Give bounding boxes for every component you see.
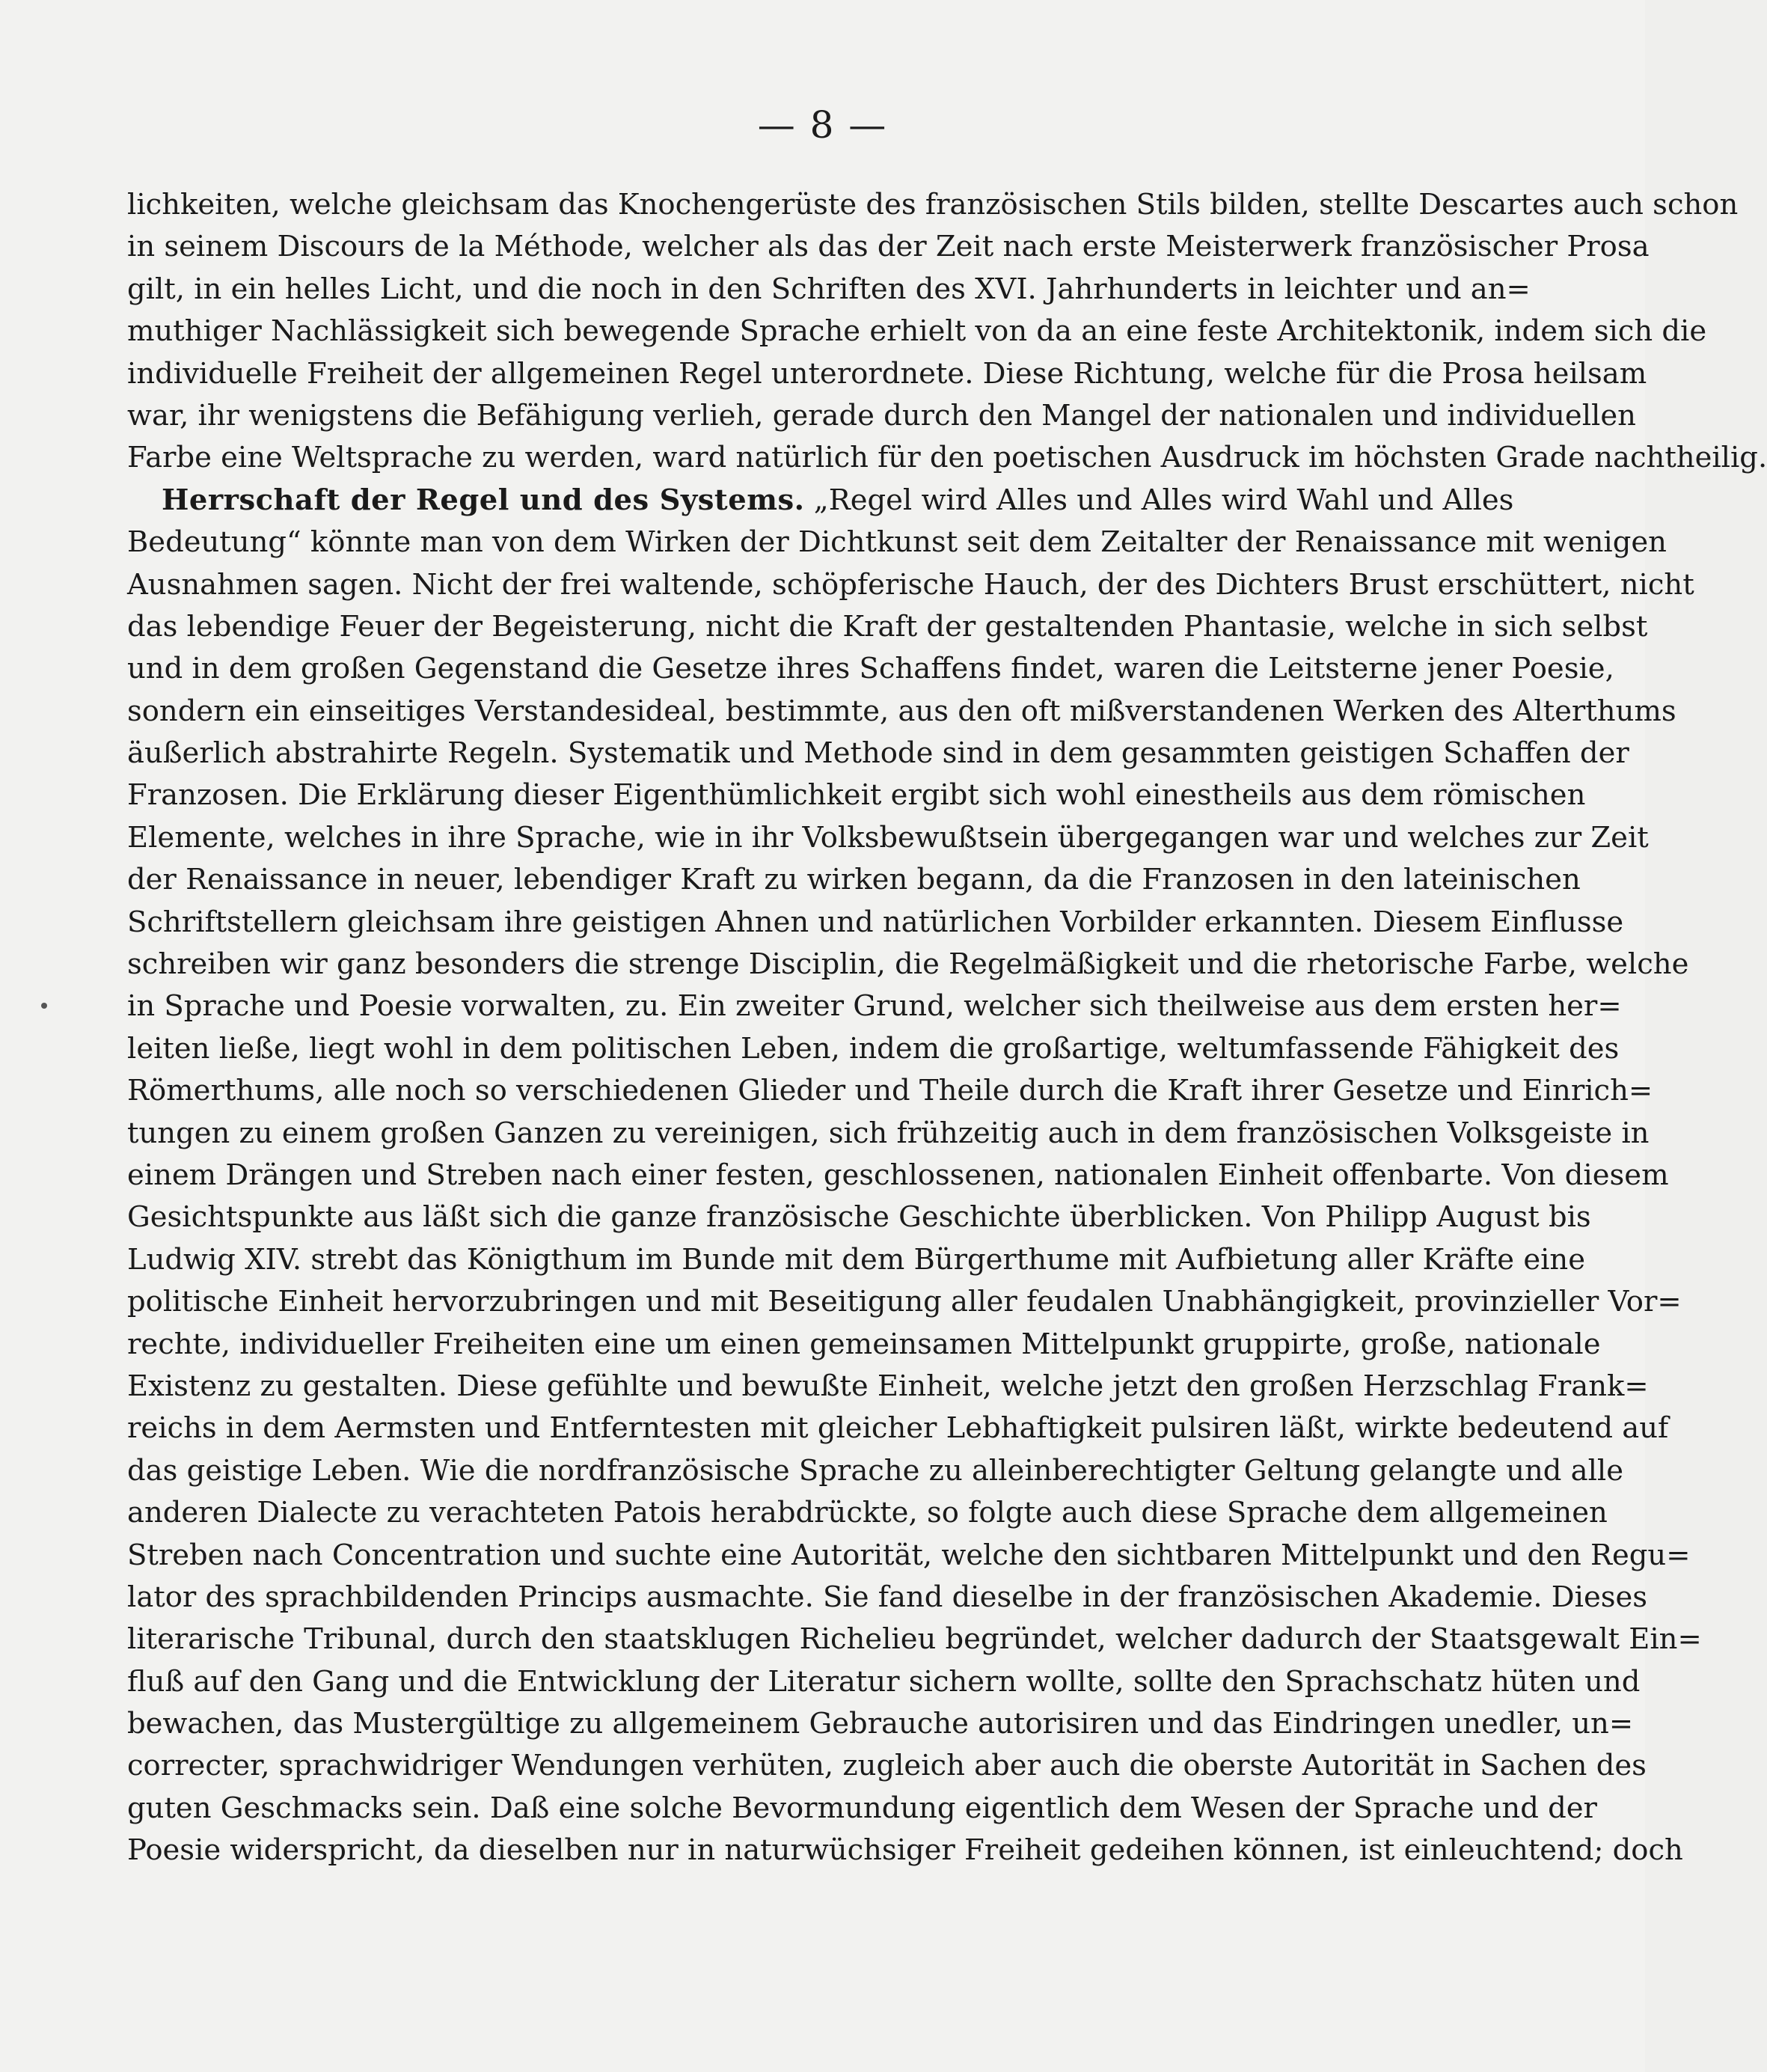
text-line: Römerthums, alle noch so verschiedenen Glieder und Theile durch die Kraft ihrer Gesetze und Einrich= bbox=[127, 1074, 1653, 1108]
text-line: correcter, sprachwidriger Wendungen verhüten, zugleich aber auch die oberste Autorität in Sachen des bbox=[127, 1749, 1647, 1783]
text-line: in Sprache und Poesie vorwalten, zu. Ein zweiter Grund, welcher sich theilweise aus dem ersten her= bbox=[127, 989, 1622, 1024]
text-line: politische Einheit hervorzubringen und mit Beseitigung aller feudalen Unabhängigkeit, provinzieller Vor= bbox=[127, 1285, 1682, 1319]
text-line: Gesichtspunkte aus läßt sich die ganze französische Geschichte überblicken. Von Philipp August bis bbox=[127, 1200, 1591, 1235]
text-line: äußerlich abstrahirte Regeln. Systematik und Methode sind in dem gesammten geistigen Schaffen der bbox=[127, 736, 1629, 771]
text-line: lator des sprachbildenden Princips ausmachte. Sie fand dieselbe in der französischen Akademie. Dieses bbox=[127, 1580, 1648, 1614]
text-line: tungen zu einem großen Ganzen zu vereinigen, sich frühzeitig auch in dem französischen Volksgeiste in bbox=[127, 1116, 1650, 1150]
section-heading: Herrschaft der Regel und des Systems. bbox=[162, 483, 805, 517]
text-line: schreiben wir ganz besonders die strenge Disciplin, die Regelmäßigkeit und die rhetorische Farbe, welche bbox=[127, 947, 1689, 982]
ink-speck bbox=[41, 1003, 47, 1009]
text-line: muthiger Nachlässigkeit sich bewegende Sprache erhielt von da an eine feste Architektonik, indem sich die bbox=[127, 314, 1707, 349]
text-line: rechte, individueller Freiheiten eine um einen gemeinsamen Mittelpunkt gruppirte, große, nationale bbox=[127, 1327, 1601, 1361]
page-number: — 8 — bbox=[757, 103, 888, 147]
text-line: Bedeutung“ könnte man von dem Wirken der Dichtkunst seit dem Zeitalter der Renaissance mit wenigen bbox=[127, 525, 1667, 560]
text-line: Poesie widerspricht, da dieselben nur in naturwüchsiger Freiheit gedeihen können, ist einleuchtend; doch bbox=[127, 1833, 1683, 1868]
text-line: war, ihr wenigstens die Befähigung verlieh, gerade durch den Mangel der nationalen und individuellen bbox=[127, 398, 1636, 433]
section-heading-continuation: „Regel wird Alles und Alles wird Wahl und Alles bbox=[804, 483, 1514, 517]
text-line: Ausnahmen sagen. Nicht der frei waltende, schöpferische Hauch, der des Dichters Brust erschüttert, nicht bbox=[127, 567, 1694, 602]
text-line: leiten ließe, liegt wohl in dem politischen Leben, indem die großartige, weltumfassende Fähigkeit des bbox=[127, 1031, 1620, 1066]
text-line: Franzosen. Die Erklärung dieser Eigenthümlichkeit ergibt sich wohl einestheils aus dem römischen bbox=[127, 778, 1586, 813]
text-line: und in dem großen Gegenstand die Gesetze ihres Schaffens findet, waren die Leitsterne jener Poesie, bbox=[127, 652, 1614, 686]
text-line: reichs in dem Aermsten und Entferntesten mit gleicher Lebhaftigkeit pulsiren läßt, wirkte bedeutend auf bbox=[127, 1411, 1669, 1446]
text-line: lichkeiten, welche gleichsam das Knochengerüste des französischen Stils bilden, stellte Descartes auch schon bbox=[127, 188, 1739, 221]
text-line: Farbe eine Weltsprache zu werden, ward natürlich für den poetischen Ausdruck im höchsten Grade nachtheilig. bbox=[127, 441, 1767, 475]
text-line: einem Drängen und Streben nach einer festen, geschlossenen, nationalen Einheit offenbarte. Von diesem bbox=[127, 1158, 1669, 1192]
text-line: literarische Tribunal, durch den staatsklugen Richelieu begründet, welcher dadurch der Staatsgewalt Ein= bbox=[127, 1622, 1702, 1657]
text-line: anderen Dialecte zu verachteten Patois herabdrückte, so folgte auch diese Sprache dem allgemeinen bbox=[127, 1496, 1608, 1530]
text-line: der Renaissance in neuer, lebendiger Kraft zu wirken begann, da die Franzosen in den lateinischen bbox=[127, 863, 1581, 897]
text-line: Elemente, welches in ihre Sprache, wie in ihr Volksbewußtsein übergegangen war und welches zur Zeit bbox=[127, 820, 1649, 855]
text-line: das lebendige Feuer der Begeisterung, nicht die Kraft der gestaltenden Phantasie, welche in sich selbst bbox=[127, 609, 1648, 644]
text-line: Ludwig XIV. strebt das Königthum im Bunde mit dem Bürgerthume mit Aufbietung aller Kräfte eine bbox=[127, 1242, 1586, 1277]
body-text bbox=[127, 184, 1767, 1872]
text-line: fluß auf den Gang und die Entwicklung der Literatur sichern wollte, sollte den Sprachschatz hüten und bbox=[127, 1664, 1641, 1699]
text-line: guten Geschmacks sein. Daß eine solche Bevormundung eigentlich dem Wesen der Sprache und der bbox=[127, 1791, 1597, 1825]
text-line: individuelle Freiheit der allgemeinen Regel unterordnete. Diese Richtung, welche für die Prosa heilsam bbox=[127, 356, 1647, 391]
text-line: sondern ein einseitiges Verstandesideal, bestimmte, aus den oft mißverstandenen Werken des Alterthums bbox=[127, 694, 1676, 728]
text-line: das geistige Leben. Wie die nordfranzösische Sprache zu alleinberechtigter Geltung gelangte und alle bbox=[127, 1453, 1624, 1488]
text-line: gilt, in ein helles Licht, und die noch in den Schriften des XVI. Jahrhunderts in leichter und an= bbox=[127, 272, 1531, 306]
section-heading-line bbox=[127, 480, 1514, 522]
text-line: Streben nach Concentration und suchte eine Autorität, welche den sichtbaren Mittelpunkt und den Regu= bbox=[127, 1538, 1691, 1572]
text-line: bewachen, das Mustergültige zu allgemeinem Gebrauche autorisiren und das Eindringen unedler, un= bbox=[127, 1707, 1634, 1741]
text-line: Existenz zu gestalten. Diese gefühlte und bewußte Einheit, welche jetzt den großen Herzschlag Frank= bbox=[127, 1369, 1649, 1403]
text-line: Schriftstellern gleichsam ihre geistigen Ahnen und natürlichen Vorbilder erkannten. Diesem Einflusse bbox=[127, 905, 1624, 939]
text-line: in seinem Discours de la Méthode, welcher als das der Zeit nach erste Meisterwerk französischer Prosa bbox=[127, 230, 1650, 264]
